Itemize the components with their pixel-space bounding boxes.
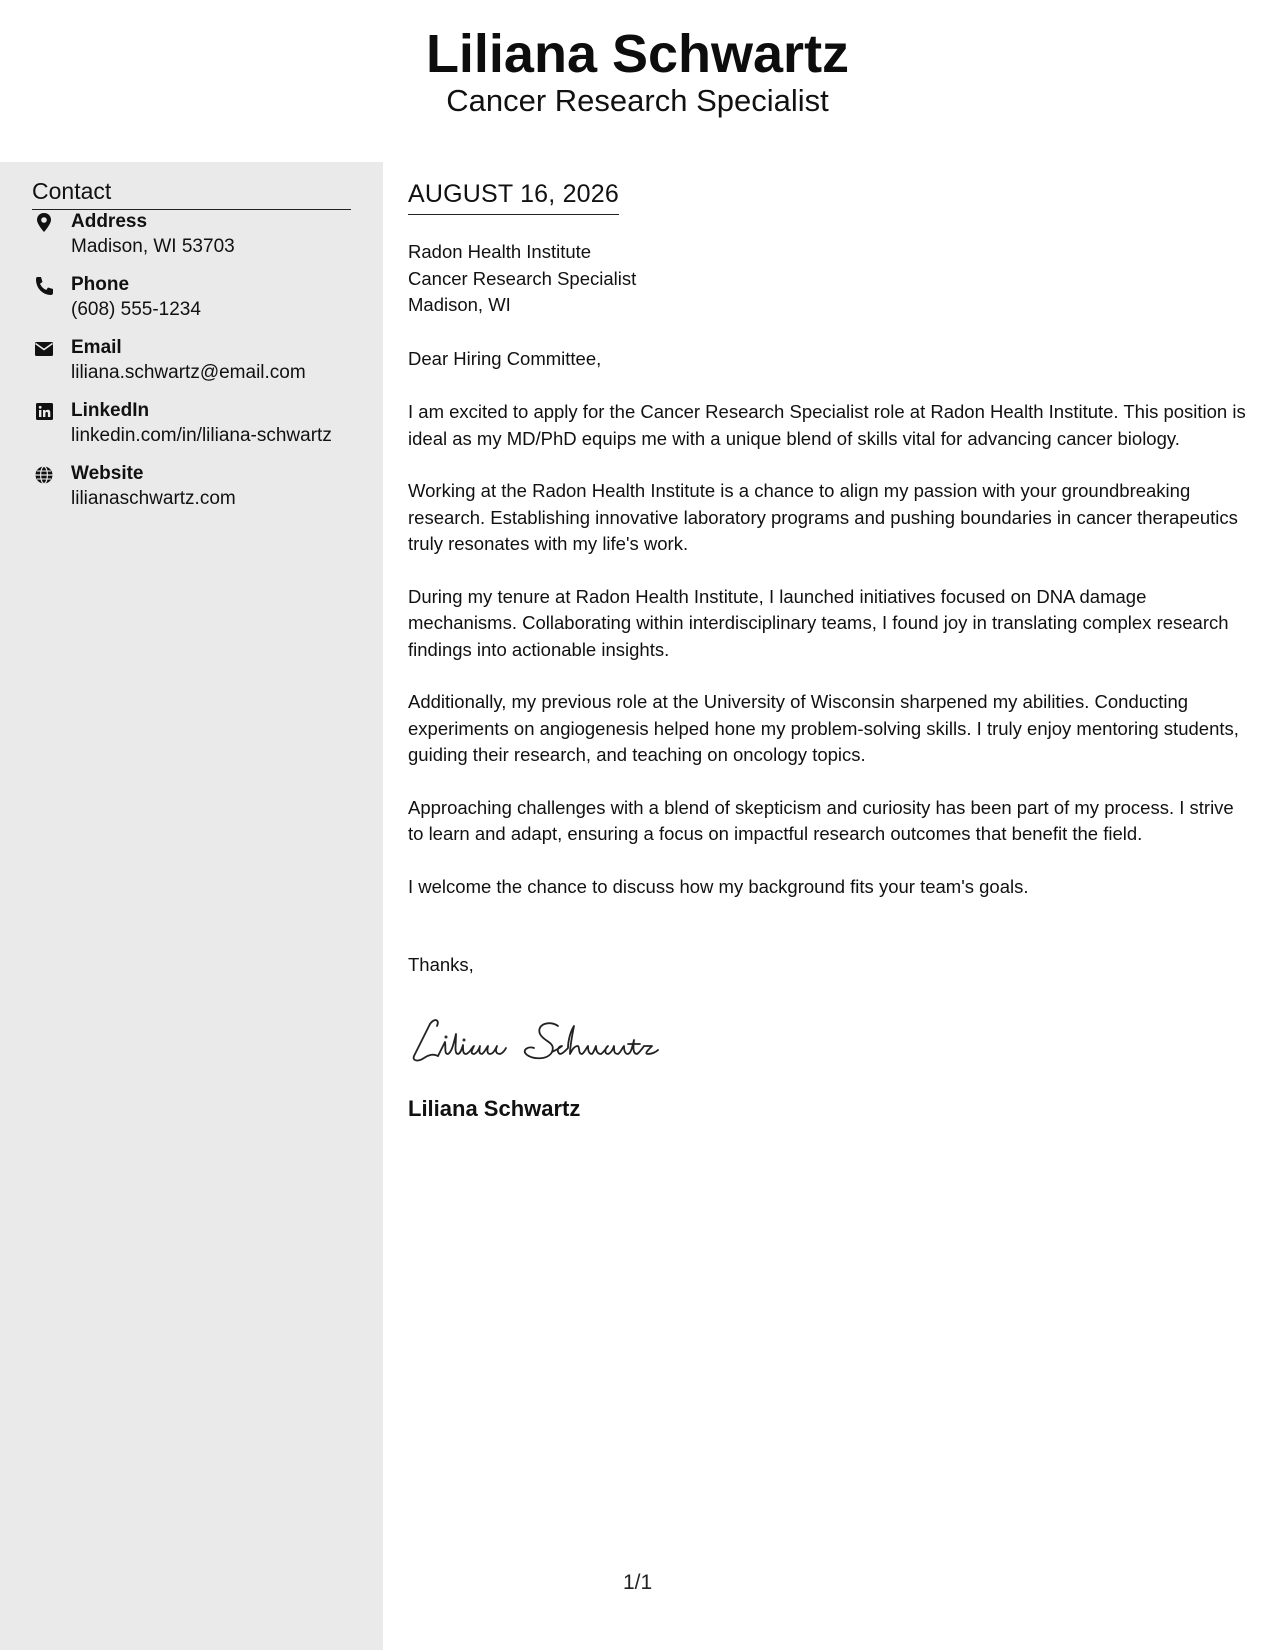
contact-label: Website xyxy=(71,463,144,484)
email-value: liliana.schwartz@email.com xyxy=(71,362,306,383)
phone-icon xyxy=(32,275,56,297)
linkedin-icon xyxy=(32,401,56,423)
applicant-title: Cancer Research Specialist xyxy=(446,83,829,118)
signer-name: Liliana Schwartz xyxy=(408,1096,581,1121)
contact-sidebar xyxy=(0,162,383,1650)
paragraph: Approaching challenges with a blend of skepticism and curiosity has been part of my process. I strive to learn and adapt, ensuring a focus on impactful research outcomes that benefit the field. xyxy=(408,796,1234,844)
letter-body xyxy=(408,162,1258,1650)
contact-heading: Contact xyxy=(32,176,351,210)
recipient-line: Radon Health Institute xyxy=(408,241,592,262)
recipient-block xyxy=(408,239,636,319)
paragraph: During my tenure at Radon Health Institute, I launched initiatives focused on DNA damage mechanisms. Collaborating within interdisciplinary teams, I found joy in translating complex research findings into actionable insights. xyxy=(408,585,1229,660)
letter-date: AUGUST 16, 2026 xyxy=(408,178,619,215)
contact-label: LinkedIn xyxy=(71,400,150,421)
address-value: Madison, WI 53703 xyxy=(71,236,235,257)
recipient-line: Madison, WI xyxy=(408,294,511,315)
applicant-name: Liliana Schwartz xyxy=(425,24,850,84)
closing: Thanks, xyxy=(408,954,474,975)
paragraph: I am excited to apply for the Cancer Research Specialist role at Radon Health Institute. This position is ideal as my MD/PhD equips me with a unique blend of skills vital for advancing cancer biology. xyxy=(408,401,1246,449)
contact-item-linkedin xyxy=(32,399,372,455)
paragraph: I welcome the chance to discuss how my background fits your team's goals. xyxy=(408,875,1029,897)
contact-item-email xyxy=(32,336,372,392)
linkedin-value: linkedin.com/in/liliana-schwartz xyxy=(71,425,332,446)
recipient-line: Cancer Research Specialist xyxy=(408,267,637,289)
page-number: 1/1 xyxy=(623,1571,653,1594)
paragraph: Additionally, my previous role at the University of Wisconsin sharpened my abilities. Conducting experiments on angiogenesis helped hone my problem-solving skills. I truly enjoy mentoring students, guiding their research, and teaching on oncology topics. xyxy=(408,691,1239,765)
handwritten-signature xyxy=(408,1004,688,1074)
website-value: lilianaschwartz.com xyxy=(71,488,236,509)
letter-header xyxy=(0,0,1275,162)
salutation: Dear Hiring Committee, xyxy=(408,348,602,369)
contact-item-website xyxy=(32,462,372,518)
envelope-icon xyxy=(32,338,56,360)
letter-paragraphs xyxy=(408,399,1253,926)
contact-item-phone xyxy=(32,273,372,329)
contact-label: Email xyxy=(71,337,122,358)
contact-label: Phone xyxy=(71,274,130,295)
map-pin-icon xyxy=(32,212,56,234)
contact-item-address xyxy=(32,210,372,266)
contact-label: Address xyxy=(71,211,148,232)
globe-icon xyxy=(32,464,56,486)
paragraph: Working at the Radon Health Institute is a chance to align my passion with your groundbreaking research. Establishing innovative laboratory programs and pushing boundaries in cancer therapeutics truly resonates with my life's work. xyxy=(408,480,1238,554)
phone-value: (608) 555-1234 xyxy=(71,299,201,320)
